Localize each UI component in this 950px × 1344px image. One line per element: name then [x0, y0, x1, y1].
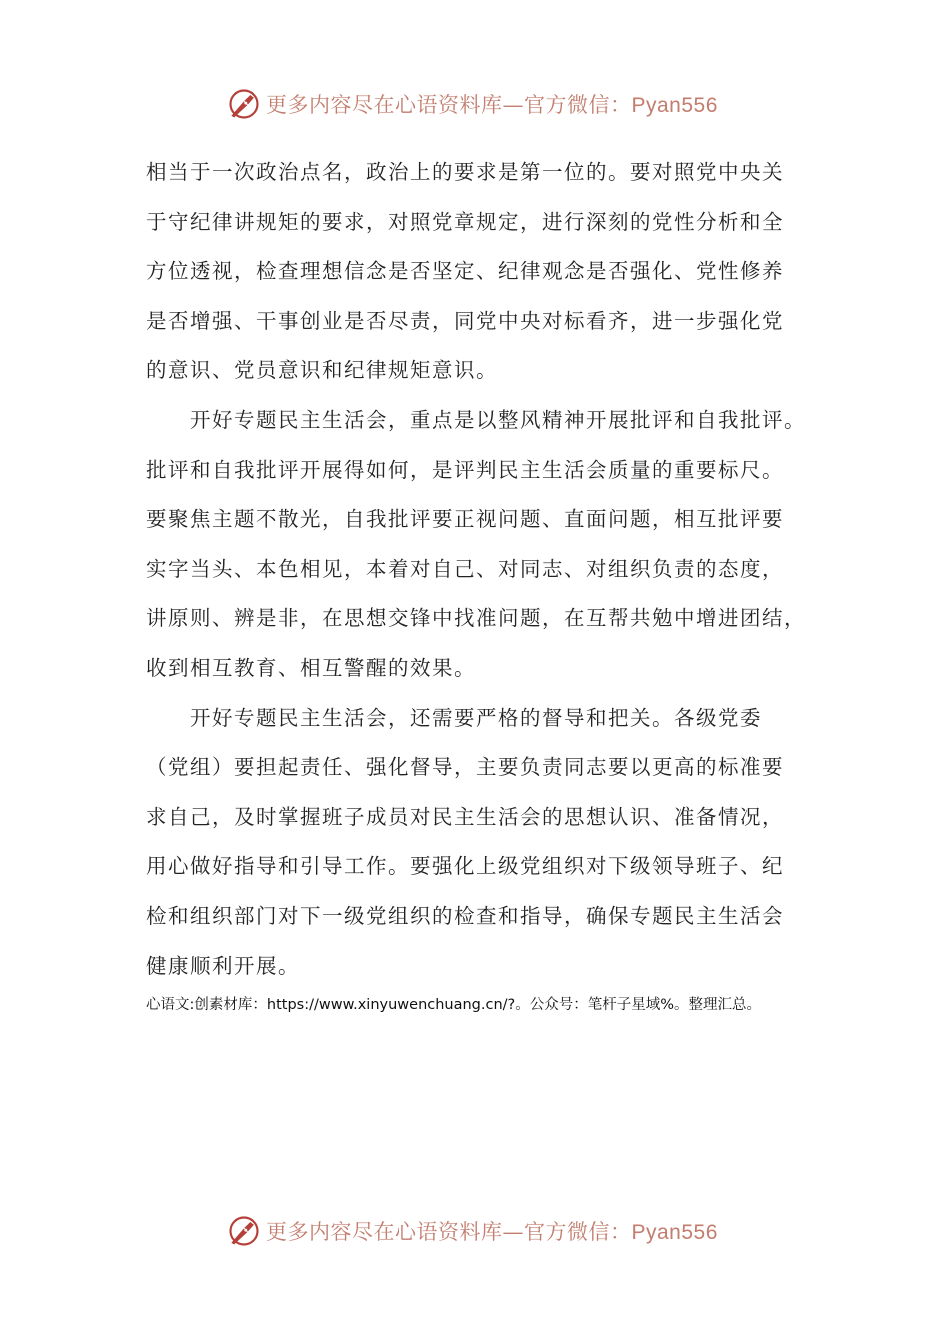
document-body [146, 148, 818, 991]
body-line: 是否增强、干事创业是否尽责，同党中央对标看齐，进一步强化党 [146, 308, 784, 333]
body-line: 实字当头、本色相见，本着对自己、对同志、对组织负责的态度， [146, 556, 784, 581]
wechat-id: Pyan556 [631, 94, 718, 117]
body-line: 开好专题民主生活会，重点是以整风精神开展批评和自我批评。 [146, 407, 806, 432]
pen-nib-logo-icon [226, 1213, 262, 1249]
banner-title: 更多内容尽在心语资料库—官方微信：Pyan556 [266, 1220, 718, 1244]
body-line: 方位透视，检查理想信念是否坚定、纪律观念是否强化、党性修养 [146, 259, 784, 284]
body-line: 于守纪律讲规矩的要求，对照党章规定，进行深刻的党性分析和全 [146, 209, 784, 234]
header-banner [226, 84, 746, 124]
footer-banner [226, 1211, 746, 1251]
body-line: 求自己，及时掌握班子成员对民主生活会的思想认识、准备情况， [146, 804, 784, 829]
banner-title: 更多内容尽在心语资料库—官方微信：Pyan556 [266, 93, 718, 117]
body-line: 健康顺利开展。 [146, 953, 300, 978]
source-note: 心语文:创素材库：https://www.xinyuwenchuang.cn/?。公众号：笔杆子星域%。整理汇总。 [146, 997, 762, 1013]
body-line: 开好专题民主生活会，还需要严格的督导和把关。各级党委 [146, 705, 762, 730]
body-line: 收到相互教育、相互警醒的效果。 [146, 655, 476, 680]
body-line: 相当于一次政治点名，政治上的要求是第一位的。要对照党中央关 [146, 160, 784, 184]
body-line: 批评和自我批评开展得如何，是评判民主生活会质量的重要标尺。 [146, 457, 784, 482]
wechat-id: Pyan556 [631, 1221, 718, 1244]
body-line: 检和组织部门对下一级党组织的检查和指导，确保专题民主生活会 [146, 903, 784, 928]
body-line: 的意识、党员意识和纪律规矩意识。 [146, 358, 498, 383]
body-line: （党组）要担起责任、强化督导，主要负责同志要以更高的标准要 [146, 755, 784, 780]
body-line: 要聚焦主题不散光，自我批评要正视问题、直面问题，相互批评要 [146, 507, 784, 532]
pen-nib-logo-icon [226, 86, 262, 122]
body-line: 用心做好指导和引导工作。要强化上级党组织对下级领导班子、纪 [146, 854, 784, 879]
body-line: 讲原则、辨是非，在思想交锋中找准问题，在互帮共勉中增进团结， [146, 606, 806, 631]
